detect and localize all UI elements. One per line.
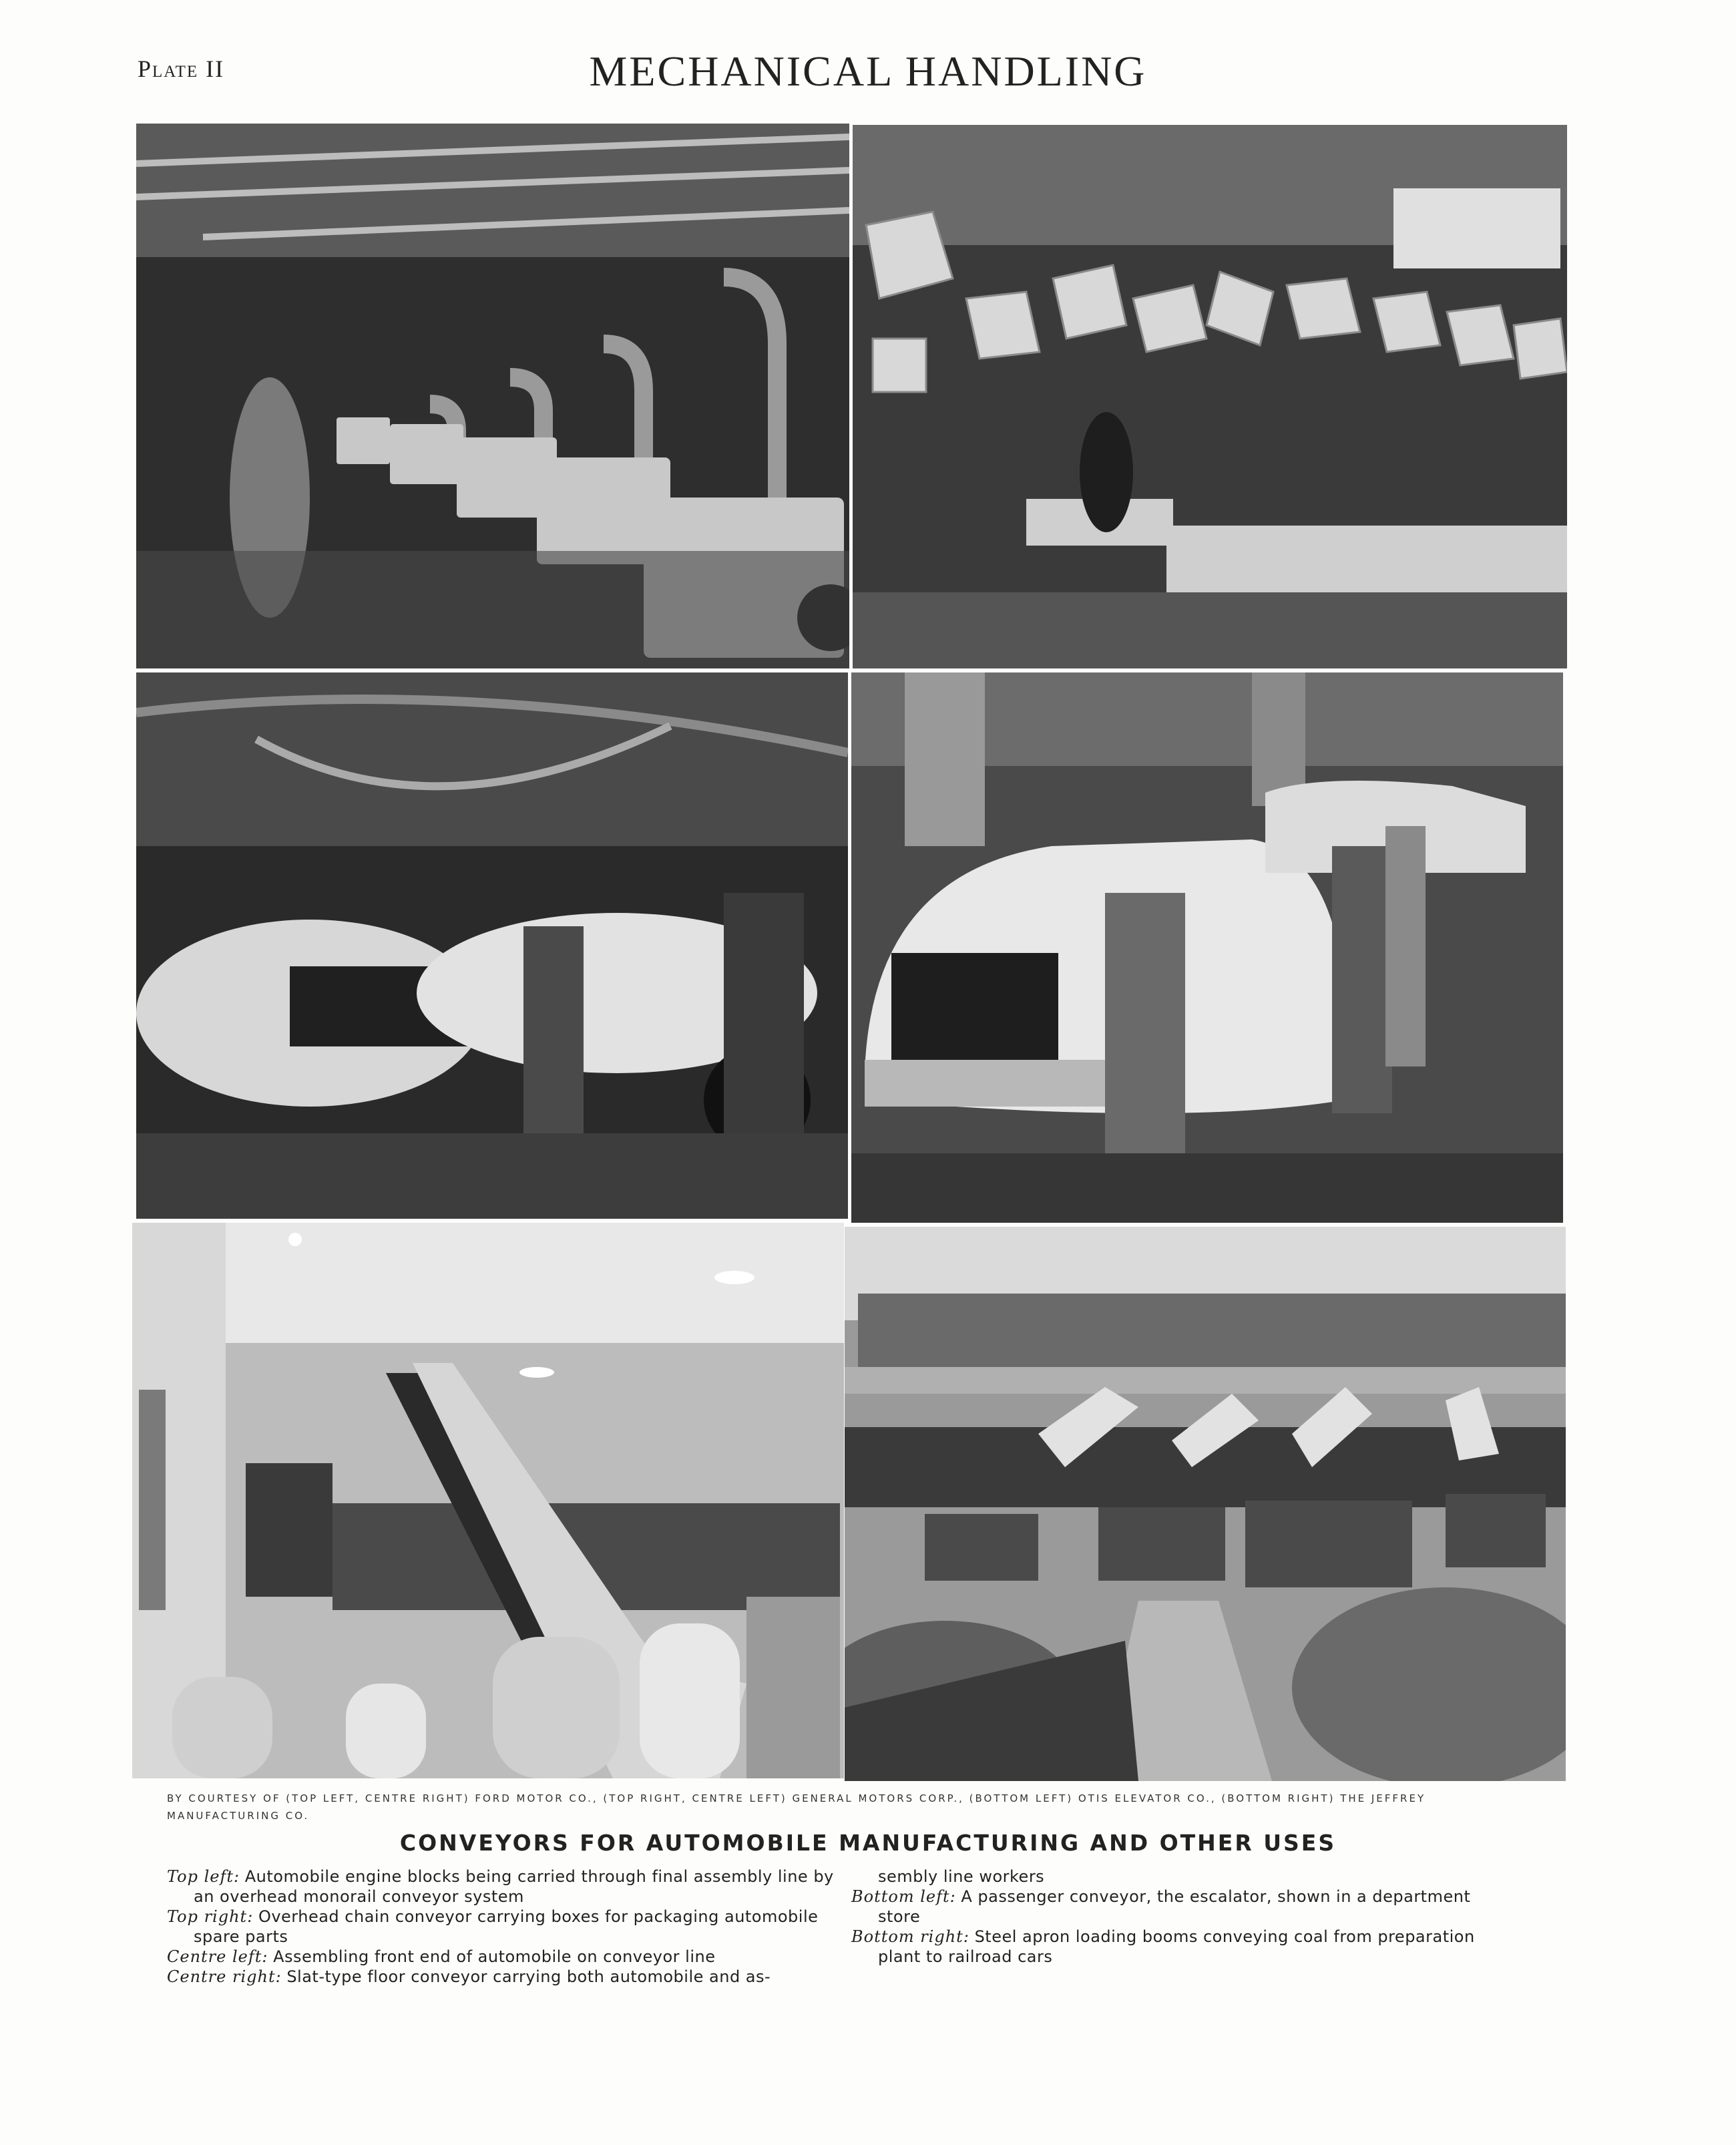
- caption-text: Overhead chain conveyor carrying boxes for packaging automobile spare parts: [194, 1907, 819, 1946]
- caption-top-right: [167, 1907, 835, 1947]
- caption-centre-right: [167, 1967, 835, 1987]
- caption-continuation: sembly line workers: [878, 1867, 1045, 1886]
- caption-label: Top left:: [167, 1867, 240, 1886]
- slat-conveyor-photo: [851, 672, 1563, 1223]
- caption-label: Centre right:: [167, 1967, 282, 1986]
- page-title: MECHANICAL HANDLING: [589, 47, 1147, 95]
- plate-number: Plate II: [138, 55, 225, 82]
- escalator-photo: [132, 1223, 844, 1778]
- caption-text: Slat-type floor conveyor carrying both automobile and as-: [286, 1967, 771, 1986]
- photo-credit: BY COURTESY OF (TOP LEFT, CENTRE RIGHT) FORD MOTOR CO., (TOP RIGHT, CENTRE LEFT) GENERAL MOTORS CORP., (BOTTOM LEFT) OTIS ELEVATOR CO., (BOTTOM RIGHT) THE JEFFREY MANUFACTURING CO.: [167, 1792, 1426, 1822]
- caption-top-left: [167, 1867, 835, 1907]
- caption-label: Centre left:: [167, 1947, 268, 1966]
- caption-text: Steel apron loading booms conveying coal from preparation plant to railroad cars: [878, 1927, 1475, 1966]
- captions-left-column: [167, 1867, 835, 1987]
- caption-label: Bottom left:: [851, 1887, 956, 1906]
- packaging-boxes-photo: [853, 125, 1567, 668]
- section-heading: CONVEYORS FOR AUTOMOBILE MANUFACTURING AND OTHER USES: [399, 1830, 1337, 1856]
- captions-right-column: [851, 1867, 1512, 1967]
- caption-label: Top right:: [167, 1907, 254, 1926]
- caption-text: Automobile engine blocks being carried through final assembly line by an overhead monorail conveyor system: [194, 1867, 834, 1906]
- caption-bottom-left: [851, 1887, 1512, 1927]
- caption-centre-left: [167, 1947, 835, 1967]
- caption-bottom-right: [851, 1927, 1512, 1967]
- caption-text: Assembling front end of automobile on conveyor line: [273, 1947, 716, 1966]
- caption-label: Bottom right:: [851, 1927, 969, 1946]
- caption-text: A passenger conveyor, the escalator, shown in a department store: [878, 1887, 1471, 1926]
- front-end-assembly-photo: [136, 672, 848, 1219]
- engine-assembly-photo: [136, 124, 849, 668]
- coal-loading-photo: [845, 1227, 1566, 1781]
